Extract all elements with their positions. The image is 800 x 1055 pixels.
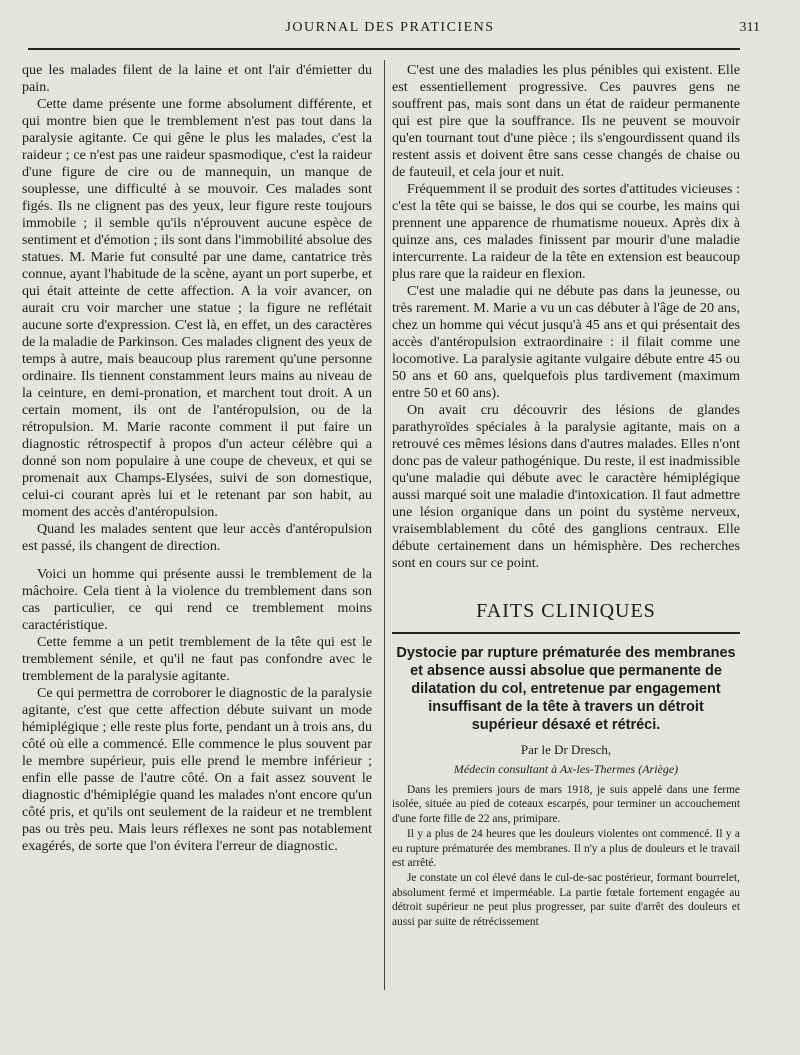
article-body [392, 783, 740, 929]
header-rule [28, 48, 740, 50]
page-number: 311 [739, 20, 760, 35]
paragraph: Cette femme a un petit tremblement de la tête qui est le tremblement sénile, et qu'il ne faut pas confondre avec le tremblement de la paralysie agitante. [22, 634, 372, 684]
paragraph: On avait cru découvrir des lésions de glandes parathyroïdes spéciales à la paralysie agitante, mais on a retrouvé ces mêmes lésions dans d'autres malades. Elles n'ont donc pas de valeur pathogénique. Du reste, il est inadmissible qu'une maladie qui débute avec le caractère hémiplégique aussi marqué soit une maladie d'intoxication. Il faut admettre une lésion organique dans un point du système nerveux, vraisemblablement du côté des ganglions centraux. Elle débute certainement dans un hémisphère. Des recherches sont en cours sur ce point. [392, 402, 740, 571]
author-affiliation: Médecin consultant à Ax-les-Thermes (Ariège) [453, 762, 679, 776]
article-title: Dystocie par rupture prématurée des membranes et absence aussi absolue que permanente de dilatation du col, entretenue par engagement insuffisant de la tête à travers un détroit supérieur désaxé et rétréci. [396, 645, 736, 733]
section-title: FAITS CLINIQUES [476, 600, 656, 622]
left-column [22, 62, 372, 855]
paragraph: C'est une des maladies les plus pénibles qui existent. Elle est essentiellement progressive. Ces pauvres gens ne souffrent pas, mais sont dans un état de raideur permanente qui est pire que la souffrance. Ils ne peuvent se mouvoir qu'en tournant tout d'une pièce ; ils s'engourdissent quand ils restent assis et doivent être sans cesse changés de chaise ou de fauteuil, et cela jour et nuit. [392, 62, 740, 180]
right-column [392, 62, 740, 930]
running-title: JOURNAL DES PRATICIENS [285, 20, 495, 35]
paragraph: C'est une maladie qui ne débute pas dans la jeunesse, ou très rarement. M. Marie a vu un cas débuter à l'âge de 20 ans, chez un homme qui vécut jusqu'à 45 ans et qui présentait des accès d'antéropulsion extraordinaire : il filait comme une locomotive. La paralysie agitante vulgaire débute entre 45 ou 50 ans et 60 ans, quelquefois plus tardivement (maximum entre 50 et 60 ans). [392, 283, 740, 401]
paragraph: Fréquemment il se produit des sortes d'attitudes vicieuses : c'est la tête qui se baisse, le dos qui se courbe, les mains qui prennent une apparence de rhumatisme noueux. Après dix à quinze ans, ces malades finissent par mourir d'une maladie intercurrente. La raideur de la tête en extension est beaucoup plus rare que la raideur en flexion. [392, 181, 740, 282]
section-rule [392, 632, 740, 634]
page-header [20, 20, 760, 44]
paragraph: Il y a plus de 24 heures que les douleurs violentes ont commencé. Il y a eu rupture prématurée des membranes. Il n'y a plus de douleurs et le travail est arrêté. [392, 828, 740, 870]
paragraph: Voici un homme qui présente aussi le tremblement de la mâchoire. Cela tient à la violence du tremblement dans son cas particulier, ce qui rend ce tremblement moins caractéristique. [22, 566, 372, 633]
paragraph: Cette dame présente une forme absolument différente, et qui montre bien que le tremblement n'est pas tout dans la paralysie agitante. Ce qui gêne le plus les malades, c'est la raideur ; ce n'est pas une raideur spasmodique, c'est la raideur d'une figure de cire ou de mannequin, un manque de souplesse, une difficulté à se mouvoir. Ces malades sont figés. Ils ne clignent pas des yeux, leur figure reste toujours immobile ; il semble qu'ils n'éprouvent aucune espèce de sentiment et d'émotion ; ils sont dans l'immobilité absolue des statues. M. Marie fut consulté par une dame, cantatrice très connue, ayant l'habitude de la scène, ayant un port superbe, et qui était atteinte de cette affection. A la voir avancer, on aurait cru voir marcher une statue ; la figure ne reflétait aucune sorte d'expression. C'est là, en effet, un des caractères de la maladie de Parkinson. Ces malades clignent des yeux de temps à autre, mais beaucoup plus rarement qu'une personne ordinaire. Ils tiennent constamment leurs mains au niveau de la ceinture, en demi-pronation, et marchent tout droit. A un certain moment, ils ont de l'antéropulsion, ou de la rétropulsion. M. Marie raconte comment il put faire un diagnostic rétrospectif à propos d'un acteur célèbre qui a donné son nom populaire à une coupe de cheveux, et qui se promenait aux Champs-Elysées, suivi de son domestique, celui-ci courant après lui et le retenant par son habit, au moment des accès d'antéropulsion. [22, 96, 372, 520]
paragraph: Quand les malades sentent que leur accès d'antéropulsion est passé, ils changent de direction. [22, 521, 372, 554]
column-divider [384, 60, 385, 990]
paragraph: que les malades filent de la laine et ont l'air d'émietter du pain. [22, 62, 372, 95]
paragraph: Ce qui permettra de corroborer le diagnostic de la paralysie agitante, c'est que cette affection débute suivant un mode hémiplégique ; elle reste plus forte, pendant un à trois ans, du côté où elle a commencé. Elle commence le plus souvent par le membre supérieur, puis elle prend le membre inférieur ; enfin elle passe de l'autre côté. On a fait assez souvent le diagnostic d'hémiplégie quand les malades n'ont encore qu'un côté pris, et qu'ils ont seulement de la raideur et ne tremblent pas ou très peu. Mais leurs réflexes ne sont pas notablement exagérés, de sorte que l'on évitera l'erreur de diagnostic. [22, 685, 372, 854]
paragraph: Dans les premiers jours de mars 1918, je suis appelé dans une ferme isolée, située au pied de coteaux escarpés, pour terminer un accouchement d'une forte fille de 22 ans, primipare. [392, 784, 740, 825]
paragraph: Je constate un col élevé dans le cul-de-sac postérieur, formant bourrelet, absolument fermé et imperméable. La partie fœtale fortement engagée au détroit supérieur ne peut plus progresser, par suite d'arrêt des douleurs et aussi par suite de rétrécissement [392, 872, 740, 928]
article-author: Par le Dr Dresch, [520, 742, 612, 757]
